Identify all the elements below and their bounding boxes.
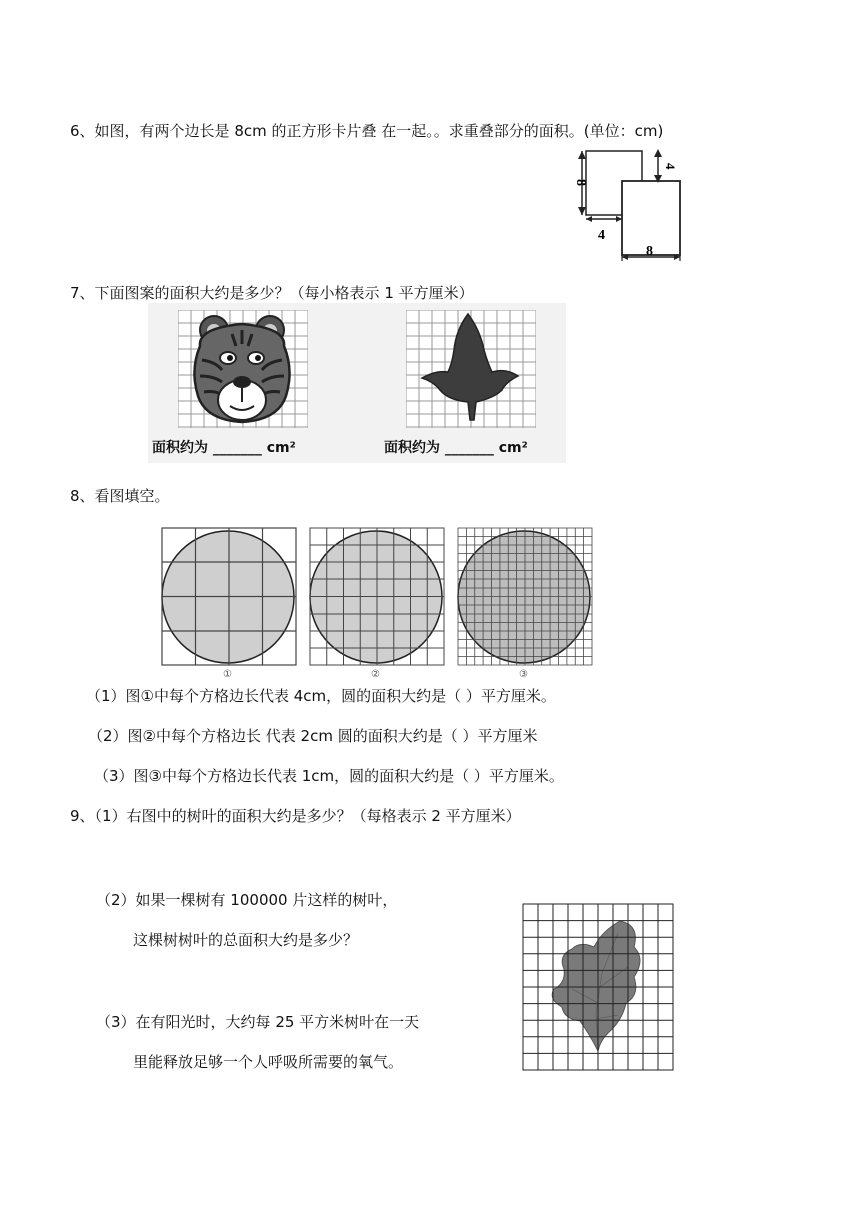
- leaf-area-caption: 面积约为 _______ cm²: [384, 440, 528, 456]
- figure-1-label: ①: [223, 669, 232, 678]
- question-9-item-3-line-2: 里能释放足够一个人呼吸所需要的氧气。: [133, 1053, 404, 1071]
- question-9-item-3: （3）在有阳光时，大约每 25 平方米树叶在一天: [96, 1013, 420, 1031]
- overlapping-squares-figure: [570, 145, 690, 263]
- figure-2-label: ②: [371, 669, 380, 678]
- circle-grid-figure-1: [160, 526, 298, 678]
- tiger-area-caption: 面积约为 _______ cm²: [152, 440, 296, 456]
- question-6-text: 6、如图，有两个边长是 8cm 的正方形卡片叠 在一起。。求重叠部分的面积。(单位：cm): [70, 122, 664, 140]
- tiger-grid-figure: [178, 310, 308, 428]
- question-7-text: 7、下面图案的面积大约是多少？（每小格表示 1 平方厘米）: [70, 284, 474, 302]
- question-9-item-2: （2）如果一棵树有 100000 片这样的树叶，: [96, 891, 398, 909]
- tiger-nose: [233, 376, 251, 388]
- question-8-item-1: （1）图①中每个方格边长代表 4cm，圆的面积大约是（ ）平方厘米。: [86, 687, 556, 705]
- label-right-offset: 4: [663, 163, 678, 170]
- tree-leaf-shape: [552, 921, 640, 1051]
- maple-leaf-grid-figure: [406, 310, 536, 428]
- circle-grid-figure-3: [456, 526, 594, 678]
- question-8-item-2: （2）图②中每个方格边长 代表 2cm 圆的面积大约是（ ）平方厘米: [88, 727, 538, 745]
- label-left-height: 8: [573, 179, 588, 186]
- label-bottom-width: 8: [646, 244, 653, 259]
- circle-3: [458, 531, 590, 663]
- question-8-text: 8、看图填空。: [70, 487, 170, 505]
- question-9-item-1: 9、（1）右图中的树叶的面积大约是多少？（每格表示 2 平方厘米）: [70, 807, 521, 825]
- question-8-item-3: （3）图③中每个方格边长代表 1cm，圆的面积大约是（ ）平方厘米。: [94, 767, 564, 785]
- label-bottom-offset: 4: [598, 228, 605, 243]
- figure-3-label: ③: [519, 669, 528, 678]
- circle-grid-figure-2: [308, 526, 446, 678]
- tree-leaf-grid-figure: [522, 903, 676, 1071]
- question-9-item-2-line-2: 这棵树树叶的总面积大约是多少？: [133, 931, 359, 949]
